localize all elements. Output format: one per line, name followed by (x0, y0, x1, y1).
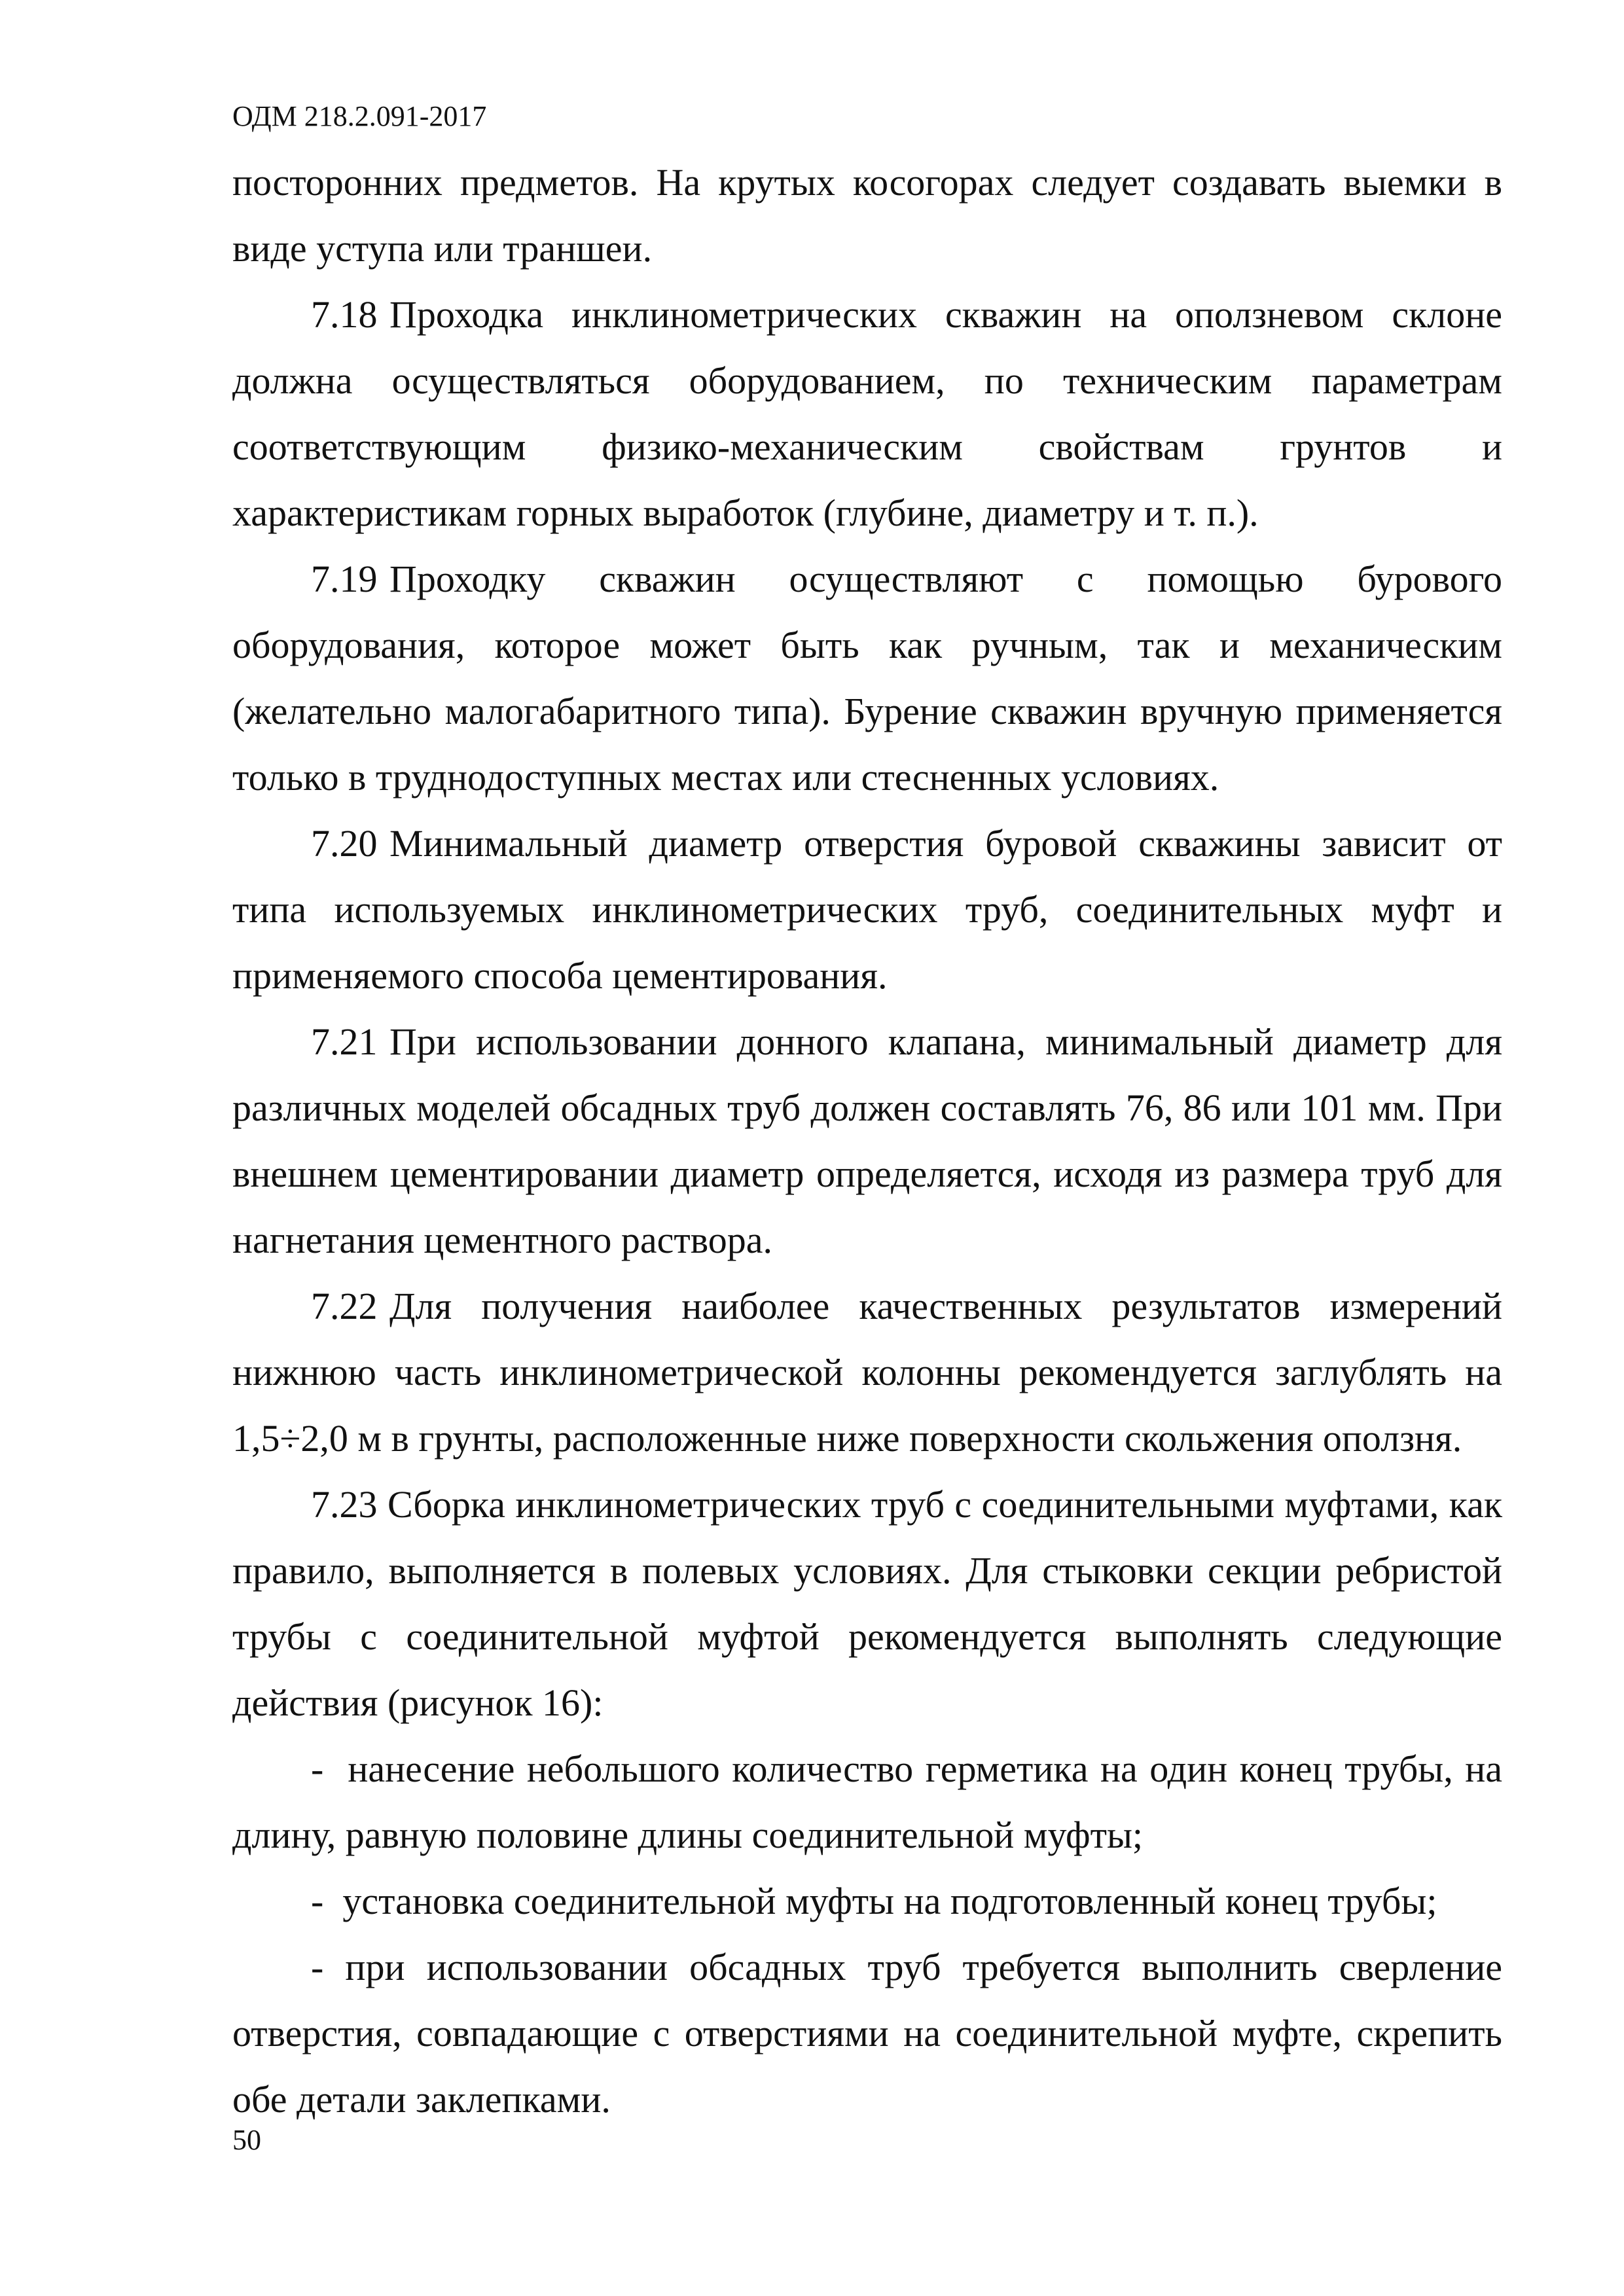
paragraph-continuation (232, 149, 1502, 281)
paragraph-7-23 (232, 1471, 1502, 1736)
paragraph-7-18 (232, 281, 1502, 546)
paragraph-7-22 (232, 1273, 1502, 1471)
list-item-text: при использовании обсадных труб требуется выполнить сверление отверстия, совпадающие с отверстиями на соединительной муфте, скрепить обе детали заклепками. (232, 1946, 1502, 2121)
paragraph-text: посторонних предметов. На крутых косогорах следует создавать выемки в виде уступа или траншеи. (232, 161, 1502, 270)
paragraph-text: Минимальный диаметр отверстия буровой скважины зависит от типа используемых инклинометрических труб, соединительных муфт и применяемого способа цементирования. (232, 822, 1502, 997)
list-marker: - (311, 1880, 324, 1922)
paragraph-text: Сборка инклинометрических труб с соединительными муфтами, как правило, выполняется в полевых условиях. Для стыковки секции ребристой трубы с соединительной муфтой рекомендуется выполнять следующие действия (рисунок 16): (232, 1483, 1503, 1724)
list-marker: - (311, 1748, 324, 1790)
paragraph-number: 7.23 (311, 1483, 378, 1526)
list-item-text: установка соединительной муфты на подготовленный конец трубы; (342, 1880, 1437, 1922)
paragraph-number: 7.19 (311, 558, 378, 600)
paragraph-number: 7.20 (311, 822, 378, 865)
paragraph-text: Проходка инклинометрических скважин на оползневом склоне должна осуществляться оборудованием, по техническим параметрам соответствующим физико-механическим свойствам грунтов и характеристикам горных выработок (глубине, диаметру и т. п.). (232, 293, 1502, 534)
paragraph-7-19 (232, 546, 1502, 810)
list-item (232, 1868, 1502, 1934)
paragraph-7-21 (232, 1009, 1502, 1273)
paragraph-number: 7.21 (311, 1020, 378, 1063)
body-text (232, 149, 1502, 2132)
paragraph-text: При использовании донного клапана, минимальный диаметр для различных моделей обсадных труб должен составлять 76, 86 или 101 мм. При внешнем цементировании диаметр определяется, исходя из размера труб для нагнетания цементного раствора. (232, 1020, 1502, 1261)
list-item (232, 1934, 1502, 2132)
paragraph-7-20 (232, 810, 1502, 1009)
page-number: 50 (232, 2124, 261, 2156)
paragraph-text: Для получения наиболее качественных результатов измерений нижнюю часть инклинометрической колонны рекомендуется заглублять на 1,5÷2,0 м в грунты, расположенные ниже поверхности скольжения оползня. (232, 1285, 1502, 1460)
paragraph-number: 7.18 (311, 293, 378, 336)
document-header: ОДМ 218.2.091-2017 (232, 100, 487, 132)
list-item (232, 1736, 1502, 1868)
paragraph-number: 7.22 (311, 1285, 378, 1327)
list-marker: - (311, 1946, 324, 1988)
paragraph-text: Проходку скважин осуществляют с помощью бурового оборудования, которое может быть как ручным, так и механическим (желательно малогабаритного типа). Бурение скважин вручную применяется только в труднодоступных местах или стесненных условиях. (232, 558, 1502, 798)
list-item-text: нанесение небольшого количество герметика на один конец трубы, на длину, равную половине длины соединительной муфты; (232, 1748, 1503, 1856)
